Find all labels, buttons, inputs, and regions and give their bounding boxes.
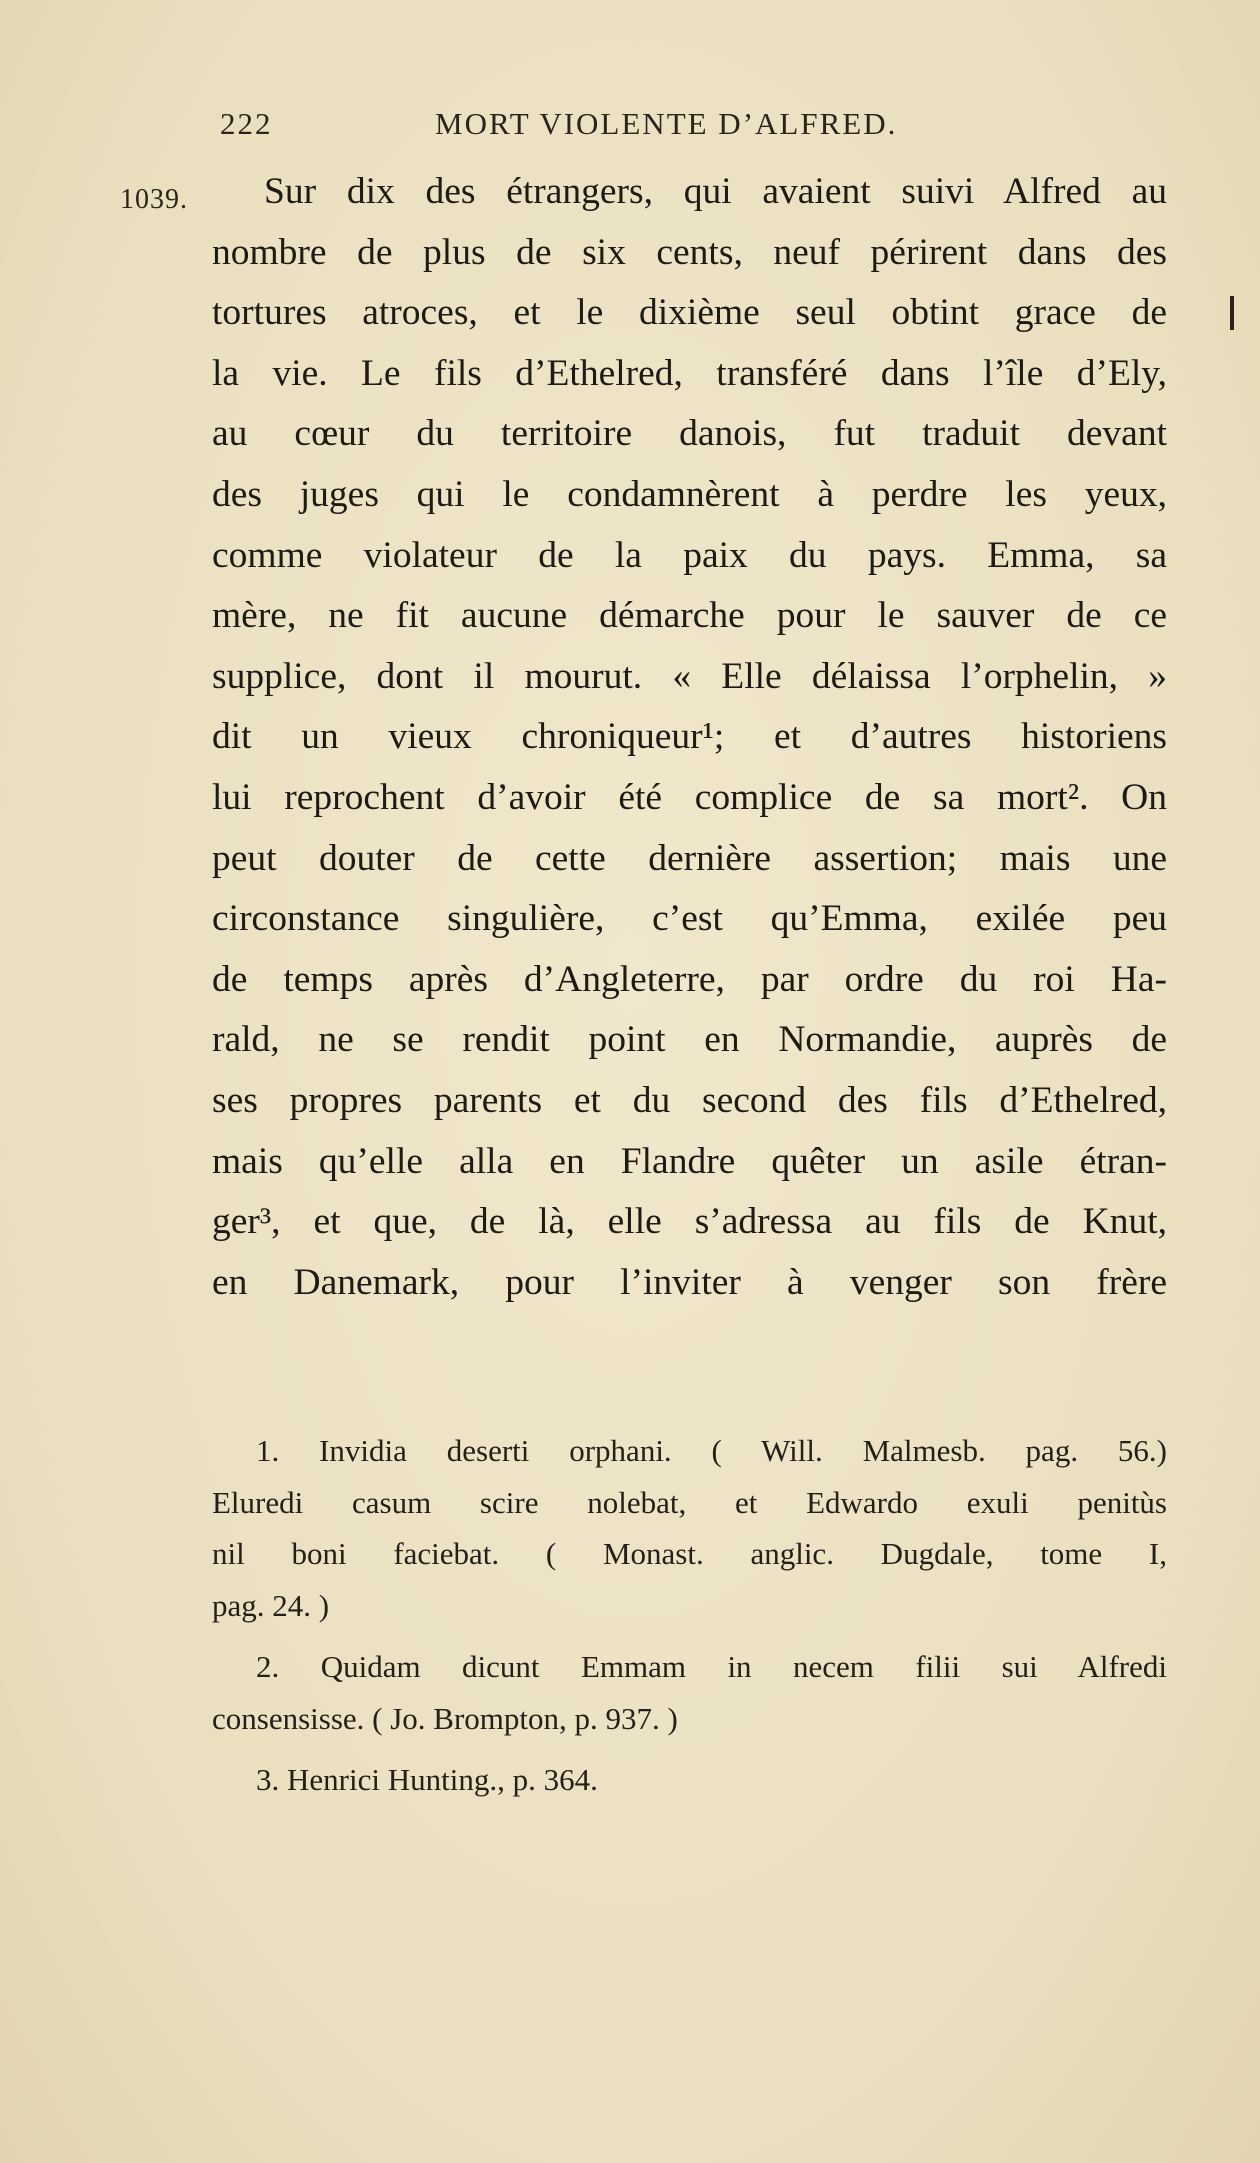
body-text — [212, 162, 1167, 1313]
body-line: des juges qui le condamnèrent à perdre les yeux, — [212, 473, 1167, 515]
body-line: dit un vieux chroniqueur¹; et d’autres historiens — [212, 716, 1167, 758]
footnote-line: 2. Quidam dicunt Emmam in necem filii sui Alfredi — [256, 1649, 1167, 1684]
footnote-spacer — [212, 1744, 1167, 1754]
footnotes — [212, 1425, 1167, 1806]
body-line: Sur dix des étrangers, qui avaient suivi Alfred au — [264, 171, 1167, 212]
body-line: ger³, et que, de là, elle s’adressa au fils de Knut, — [212, 1201, 1167, 1243]
body-line: peut douter de cette dernière assertion; mais une — [212, 837, 1167, 879]
footnote-line: 1. Invidia deserti orphani. ( Will. Malmesb. pag. 56.) — [256, 1433, 1167, 1468]
body-line: comme violateur de la paix du pays. Emma, sa — [212, 534, 1167, 576]
footnote-2 — [212, 1641, 1167, 1744]
body-line: nombre de plus de six cents, neuf périrent dans des — [212, 231, 1167, 273]
margin-year: 1039. — [120, 184, 188, 215]
margin-mark — [1230, 296, 1234, 330]
body-line: de temps après d’Angleterre, par ordre du roi Ha- — [212, 958, 1167, 1000]
footnote-line: nil boni faciebat. ( Monast. anglic. Dugdale, tome I, — [212, 1536, 1167, 1571]
footnote-line: consensisse. ( Jo. Brompton, p. 937. ) — [212, 1700, 678, 1736]
body-line: au cœur du territoire danois, fut traduit devant — [212, 413, 1167, 455]
body-line: mère, ne fit aucune démarche pour le sauver de ce — [212, 595, 1167, 637]
footnote-3 — [212, 1754, 1167, 1806]
footnote-1 — [212, 1425, 1167, 1631]
running-title: MORT VIOLENTE D’ALFRED. — [435, 106, 898, 141]
body-line: la vie. Le fils d’Ethelred, transféré dans l’île d’Ely, — [212, 352, 1167, 394]
body-line: mais qu’elle alla en Flandre quêter un asile étran- — [212, 1140, 1167, 1182]
footnote-line: Eluredi casum scire nolebat, et Edwardo exuli penitùs — [212, 1484, 1167, 1520]
body-line: en Danemark, pour l’inviter à venger son frère — [212, 1261, 1167, 1303]
body-line: tortures atroces, et le dixième seul obtint grace de — [212, 292, 1167, 334]
footnote-spacer — [212, 1631, 1167, 1641]
footnote-line: 3. Henrici Hunting., p. 364. — [256, 1762, 598, 1797]
body-line: rald, ne se rendit point en Normandie, auprès de — [212, 1019, 1167, 1061]
body-line: lui reprochent d’avoir été complice de sa mort². On — [212, 776, 1167, 818]
body-line: circonstance singulière, c’est qu’Emma, exilée peu — [212, 898, 1167, 940]
body-line: ses propres parents et du second des fils d’Ethelred, — [212, 1079, 1167, 1121]
running-header — [220, 100, 1020, 144]
body-line: supplice, dont il mourut. « Elle délaissa l’orphelin, » — [212, 655, 1167, 697]
page-number: 222 — [220, 106, 273, 141]
footnote-line: pag. 24. ) — [212, 1587, 330, 1623]
